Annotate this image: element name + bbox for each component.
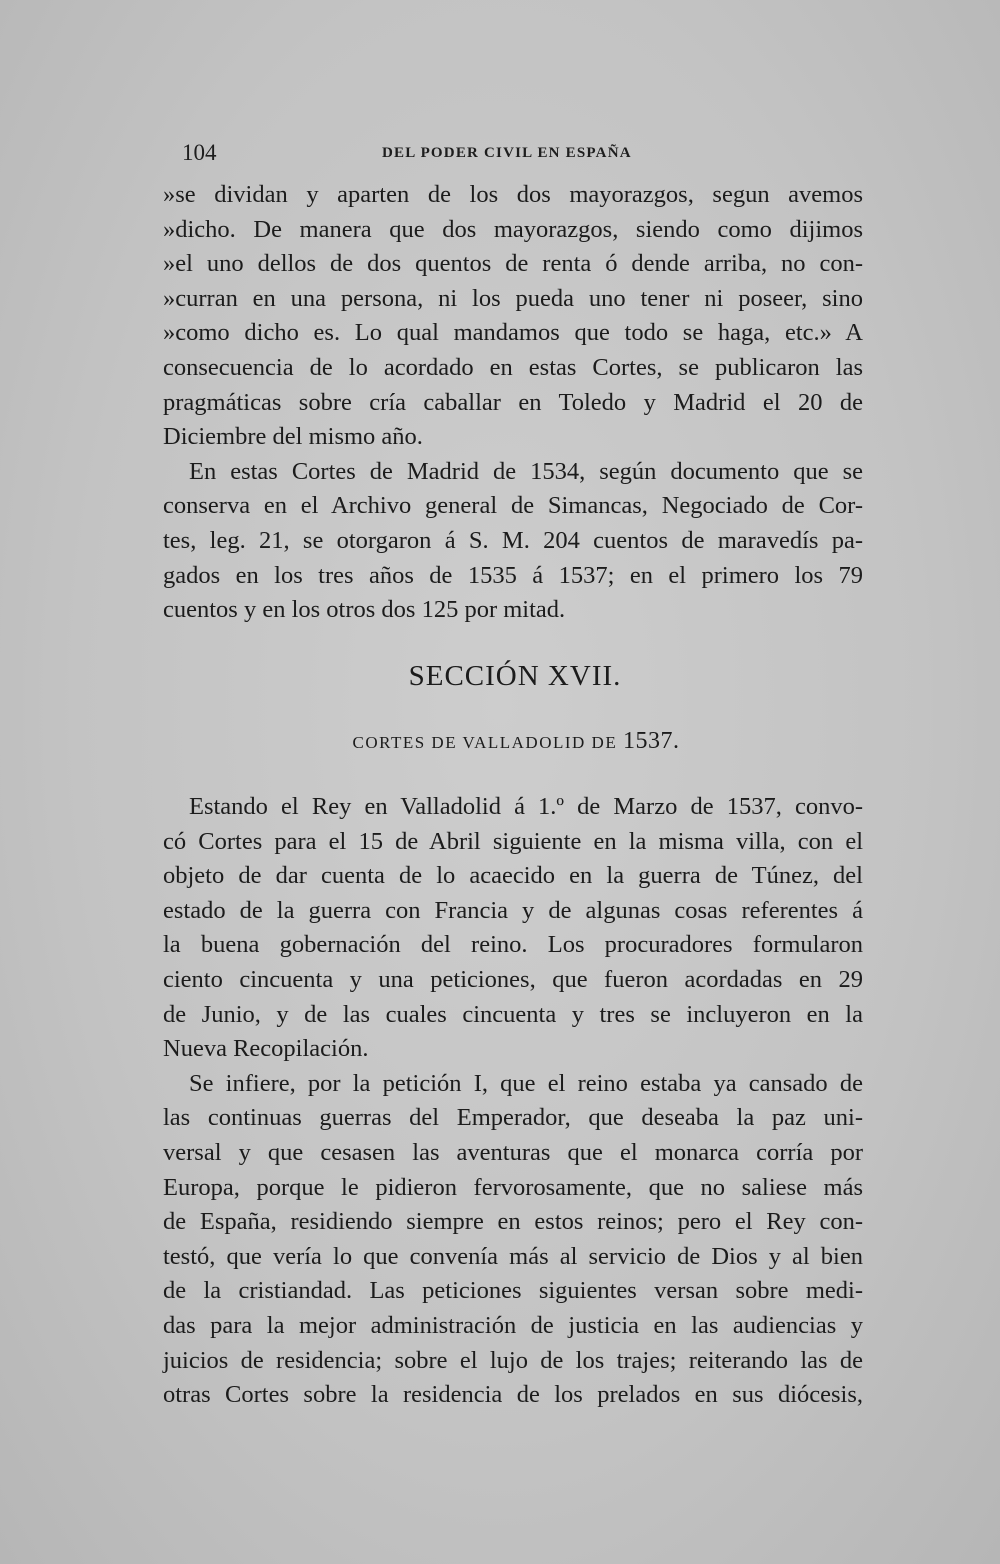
section-title-text: SECCIÓN XVII. — [408, 660, 622, 692]
text-line: pragmáticas sobre cría caballar en Toledo y Madrid el 20 de — [163, 388, 863, 416]
text-block-top — [163, 178, 863, 628]
text-line: cuentos y en los otros dos 125 por mitad. — [163, 596, 566, 624]
text-line: »curran en una persona, ni los pueda uno tener ni poseer, sino — [163, 284, 863, 312]
text-line: juicios de residencia; sobre el lujo de los trajes; reiterando las de — [163, 1346, 863, 1374]
text-line: có Cortes para el 15 de Abril siguiente en la misma villa, con el — [163, 827, 863, 855]
text-line: otras Cortes sobre la residencia de los prelados en sus diócesis, — [163, 1381, 863, 1409]
text-line: »el uno dellos de dos quentos de renta ó dende arriba, no con- — [163, 250, 863, 278]
text-line: Se infiere, por la petición I, que el reino estaba ya cansado de — [189, 1069, 863, 1097]
text-line: de España, residiendo siempre en estos reinos; pero el Rey con- — [163, 1208, 863, 1236]
section-subtitle — [0, 728, 1000, 755]
text-line: tes, leg. 21, se otorgaron á S. M. 204 cuentos de maravedís pa- — [163, 526, 863, 554]
text-line: gados en los tres años de 1535 á 1537; en el primero los 79 — [163, 561, 863, 589]
text-line: das para la mejor administración de justicia en las audiencias y — [163, 1311, 863, 1339]
text-line: Diciembre del mismo año. — [163, 423, 423, 451]
text-line: »se dividan y aparten de los dos mayorazgos, segun avemos — [163, 181, 863, 208]
text-line: En estas Cortes de Madrid de 1534, según documento que se — [189, 457, 863, 485]
section-subtitle-year: 1537. — [622, 728, 680, 754]
text-line: consecuencia de lo acordado en estas Cortes, se publicaron las — [163, 353, 863, 381]
text-line: la buena gobernación del reino. Los procuradores formularon — [163, 931, 863, 959]
section-subtitle-text: CORTES DE VALLADOLID DE — [352, 733, 618, 752]
text-line: Estando el Rey en Valladolid á 1.º de Marzo de 1537, convo- — [189, 793, 863, 820]
text-line: de Junio, y de las cuales cincuenta y tres se incluyeron en la — [163, 1000, 863, 1028]
running-head: DEL PODER CIVIL EN ESPAÑA — [382, 145, 632, 161]
text-line: de la cristiandad. Las peticiones siguientes versan sobre medi- — [163, 1277, 863, 1305]
text-line: Europa, porque le pidieron fervorosamente, que no saliese más — [163, 1173, 863, 1201]
text-line: Nueva Recopilación. — [163, 1035, 369, 1063]
text-line: testó, que vería lo que convenía más al servicio de Dios y al bien — [163, 1242, 863, 1270]
text-line: conserva en el Archivo general de Simancas, Negociado de Cor- — [163, 492, 863, 520]
text-block-bottom — [163, 790, 863, 1413]
text-line: »como dicho es. Lo qual mandamos que todo se haga, etc.» A — [163, 319, 863, 347]
text-line: ciento cincuenta y una peticiones, que fueron acordadas en 29 — [163, 965, 863, 993]
text-line: versal y que cesasen las aventuras que el monarca corría por — [163, 1138, 863, 1166]
text-line: estado de la guerra con Francia y de algunas cosas referentes á — [163, 896, 863, 924]
text-line: objeto de dar cuenta de lo acaecido en la guerra de Túnez, del — [163, 862, 863, 890]
text-line: »dicho. De manera que dos mayorazgos, siendo como dijimos — [163, 215, 863, 243]
section-title — [0, 660, 1000, 693]
text-line: las continuas guerras del Emperador, que deseaba la paz uni- — [163, 1104, 863, 1132]
page-number: 104 — [182, 140, 217, 165]
page-header — [172, 140, 862, 170]
